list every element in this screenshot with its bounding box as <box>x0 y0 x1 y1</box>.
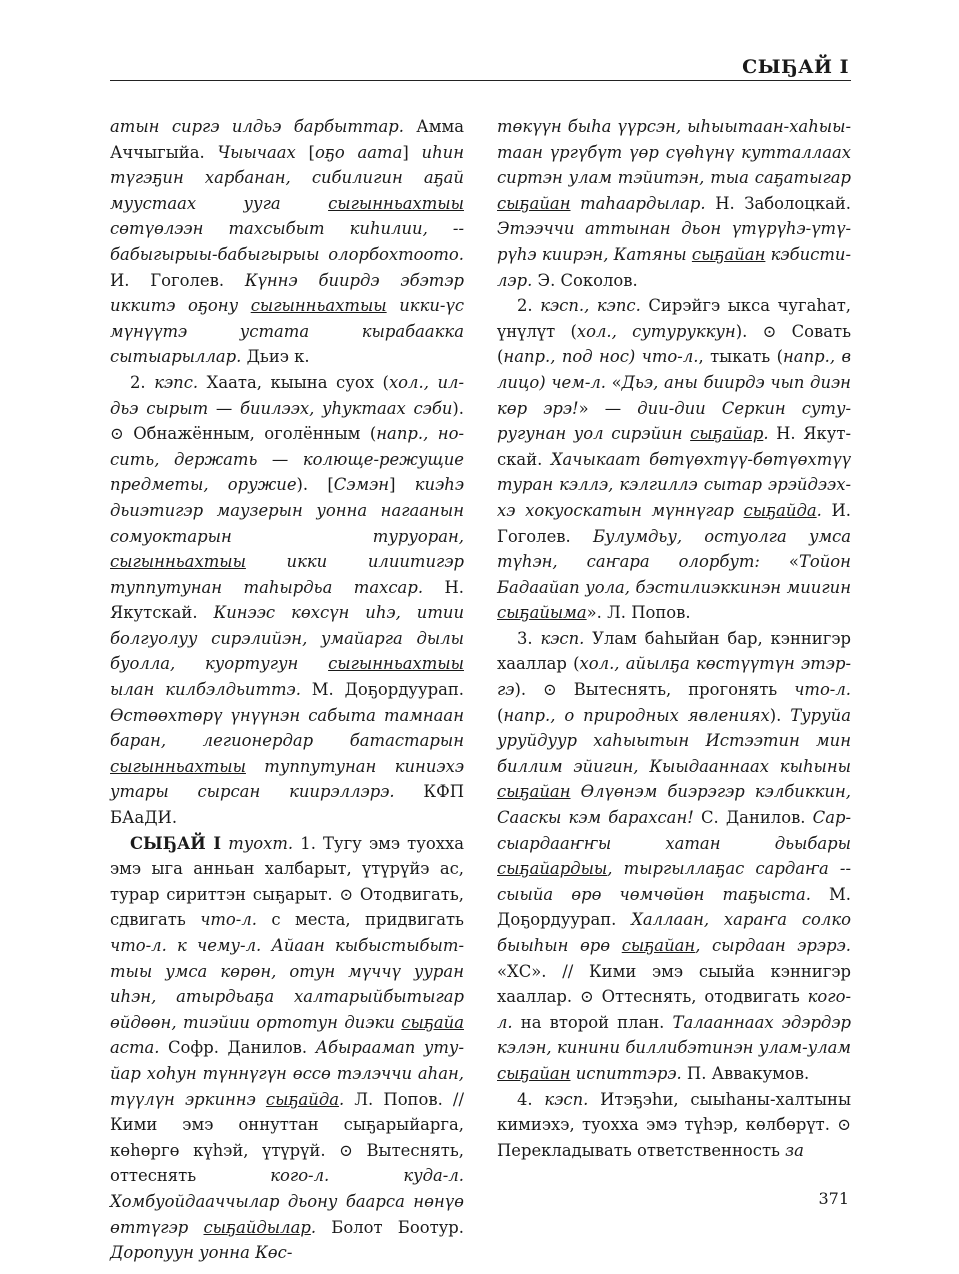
text-run: Л. Попов. <box>601 603 691 623</box>
text-run: И. Гоголев. <box>497 500 852 546</box>
dictionary-paragraph <box>110 370 464 831</box>
text-run: икки илиитигэр туппутунан таһырдьа тахсар. <box>110 552 464 597</box>
text-run: Этээччи аттынан дьон үтүрүһэ-үтүрүһэ киирэн, Катяны <box>497 219 851 264</box>
text-run: что-л. <box>200 910 257 930</box>
underlined-example-word: сыгынньахтыы <box>110 552 246 572</box>
text-run: Туруйа уруйдуур хаһыытын Истээтин мин биллим эйигин, Кыыдааннаах кыһыны <box>497 705 851 776</box>
left-column <box>110 114 464 1266</box>
text-run: Итэҕэһи, сыыһаны-халтыны кимиэхэ, туохха эмэ түһэр, көлбөрүт. ⊙ Перекладывать ответственность <box>497 1089 851 1160</box>
text-run: напр., носить, держать — колюще-режущие предметы, оружие <box>110 424 464 495</box>
text-run: туохт. <box>221 833 294 853</box>
text-run: хол., сутуруккун <box>576 321 736 341</box>
text-run: 2. <box>130 372 155 392</box>
underlined-example-word: сыгынньахтыы <box>250 296 387 316</box>
text-run: 1. Тугу эмэ туохха эмэ ыга анньан халбарыт, үтүрүйэ ас, турар сириттэн сыҕарыт. ⊙ Отодвигать, сдвигать <box>110 833 465 930</box>
text-run: , сырдаан эрэрэ. <box>695 936 851 955</box>
text-run: ылан килбэлдьиттэ. <box>110 680 301 700</box>
text-run: С. Данилов. <box>693 808 813 828</box>
text-run: [ <box>295 142 315 162</box>
dictionary-paragraph <box>110 114 464 370</box>
text-run: Доропуун уонна Көс- <box>110 1243 293 1263</box>
text-run: таһаардылар. <box>570 193 706 213</box>
text-run: напр., о природных явлениях <box>503 705 770 725</box>
text-run: . <box>310 1217 317 1237</box>
text-run: Дьэ, аны биирдэ чып диэн көр эрэ! <box>497 372 851 418</box>
text-run: напр., под нос) что-л. <box>503 347 699 367</box>
text-run: . <box>816 500 822 520</box>
text-run: Болот Боотур. <box>316 1217 464 1237</box>
text-run: Софр. Данилов. <box>159 1038 316 1058</box>
underlined-example-word: сыҕайан <box>497 193 571 213</box>
text-run: ( <box>497 705 504 725</box>
text-run: Күннэ биирдэ эбэтэр иккитэ оҕону <box>110 270 464 316</box>
text-run: дии-дии Серкин сутуругунан уол сирэйин <box>497 398 852 444</box>
text-run: атын сиргэ илдьэ барбыттар. <box>110 117 404 136</box>
text-run: кэсп., кэпс. <box>540 296 641 316</box>
text-run: Сэмэн <box>333 475 390 495</box>
text-run: Кинээс көхсүн иһэ, итии болгуолуу сирэлийэн, умайарга дылы буолла, куортугун <box>110 603 464 674</box>
underlined-example-word: сыҕайда <box>265 1089 339 1109</box>
text-run: М. Доҕордуурап. <box>300 680 464 700</box>
text-run: за <box>785 1140 804 1160</box>
text-run: 3. <box>517 628 541 648</box>
header-rule <box>110 80 851 81</box>
text-run: Сирэйгэ ыкса чугаһат, үнүлүт ( <box>497 296 851 341</box>
text-run: И. Гоголев. <box>110 270 245 290</box>
dictionary-paragraph <box>497 626 851 1087</box>
text-run: ] <box>402 142 422 162</box>
dictionary-paragraph <box>497 114 851 293</box>
text-run: хол., илдьэ сырыт — биилээх, уһуктаах сэби <box>110 372 464 418</box>
text-run: Чыычаах <box>217 142 296 162</box>
underlined-example-word: сыҕайа <box>401 1012 464 1032</box>
text-run: оҕо аата <box>314 142 403 162</box>
text-run: , тыкать ( <box>698 347 784 367</box>
text-run: Улам баһыйан бар, кэннигэр хааллар ( <box>497 628 851 674</box>
text-run: . <box>763 424 769 444</box>
text-run: ). <box>769 705 791 725</box>
text-run: икки-үс мүнүүтэ устата кырабаакка сытыарыллар. <box>110 296 464 367</box>
text-run: Сарсыардааҥҥы хатан дьыбары <box>497 808 852 853</box>
text-run: Н. Якутскай. <box>110 577 465 623</box>
text-run: кого-л. <box>497 987 851 1032</box>
text-run: кэпс. <box>154 372 199 392</box>
text-run: Амма Аччыгыйа. <box>110 117 464 162</box>
text-run: Өстөөхтөрү үнүүнэн сабыта тамнаан баран, легионердар батастарын <box>110 705 464 751</box>
text-run: П. Аввакумов. <box>681 1063 810 1083</box>
text-run: что-л. к чему-л. Айаан кыбыстыбыттыы умса көрөн, отун мүччү ууран иһэн, атырдьаҕа халтарыйбытыгар өйдөөн, тиэйии ортотун диэки <box>110 936 464 1032</box>
text-run: с места, придвигать <box>256 910 464 930</box>
underlined-example-word: сыгынньахтыы <box>328 654 464 674</box>
text-run: «ХС». // Кими эмэ сыыйа кэннигэр хааллар. ⊙ Оттеснять, отодвигать <box>497 961 851 1007</box>
text-run: кэсп. <box>544 1089 589 1109</box>
text-run: ). ⊙ Вытеснять, прогонять <box>514 680 795 700</box>
underlined-example-word: сыгынньахтыы <box>110 756 246 776</box>
text-run: сөтүөлээн тахсыбыт киһилии, -- бабыгырыы-бабыгырыы олорбохтоото. <box>110 219 464 264</box>
text-run: » — <box>578 398 638 418</box>
text-run: 2. <box>517 296 541 316</box>
underlined-example-word: сыҕайан <box>691 244 766 264</box>
text-run: Л. Попов. // Кими эмэ оннуттан сыҕарыйарга, көһөргө күһэй, үтүрүй. ⊙ Вытеснять, оттеснять <box>110 1089 464 1186</box>
running-head: СЫҔАЙ I <box>742 56 849 78</box>
text-run: Абыраамап утуйар хоһун түннүгүн өссө тэлэччи аһан, түүлүн эркиннэ <box>110 1038 464 1109</box>
underlined-example-word: сыҕайан <box>497 1063 571 1083</box>
text-run: Э. Соколов. <box>532 270 638 290</box>
underlined-example-word: сыҕайыма <box>497 603 587 623</box>
text-run: на второй план. <box>512 1012 673 1032</box>
dictionary-paragraph <box>110 831 464 1266</box>
text-run: Халлаан, хараҥа солко быыһын өрө <box>497 910 851 955</box>
text-run: ). ⊙ Совать ( <box>497 321 851 367</box>
underlined-example-word: сыҕайдылар <box>203 1217 311 1237</box>
text-run: 4. <box>517 1089 545 1109</box>
text-run: ». <box>586 603 602 623</box>
text-run: КФП БАаДИ. <box>110 782 464 828</box>
text-run: ] <box>389 475 415 495</box>
text-run: Н. Якутскай. <box>497 424 851 469</box>
text-run: Талааннаах эдэрдэр кэлэн, кинини биллибэтинэн улам-улам <box>497 1012 851 1058</box>
text-run: М. Доҕордуурап. <box>497 884 851 930</box>
text-run: киэһэ дьиэтигэр маузерын уонна нагаанын сомуоктарын туруоран, <box>110 475 464 546</box>
underlined-example-word: сыҕайан <box>497 782 571 802</box>
dictionary-paragraph <box>497 293 851 626</box>
text-run: Тойон Бадаайап уола, бэстилиэккинэн миигин <box>497 552 851 597</box>
text-run: кэбистилэр. <box>497 244 851 290</box>
text-run: ). [ <box>296 475 334 495</box>
underlined-example-word: сыгынньахтыы <box>328 193 464 213</box>
text-run: . <box>339 1089 345 1109</box>
underlined-example-word: сыҕайан <box>621 936 696 955</box>
text-run: Булумдьу, остуолга умса түһэн, саҥара олорбут: <box>497 526 852 572</box>
text-run: кого-л. куда-л. Хомбуойдааччылар дьону баарса нөнүө өттүгэр <box>110 1166 464 1237</box>
text-run: напр., в лицо) чем-л. <box>497 347 851 392</box>
text-run: испиттэрэ. <box>570 1063 682 1083</box>
text-run: Дьиэ к. <box>241 347 310 367</box>
text-run: что-л. <box>794 680 851 700</box>
dictionary-paragraph <box>497 1087 851 1164</box>
underlined-example-word: сыҕайардыы <box>497 859 608 879</box>
text-run: « <box>759 552 799 572</box>
text-run: « <box>606 372 622 392</box>
text-run: туппутунан киниэхэ утары сырсан киирэллэрэ. <box>110 756 464 802</box>
page-number: 371 <box>818 1189 849 1208</box>
text-run: хол., айылҕа көстүүтүн этэргэ <box>497 654 851 700</box>
text-run: Н. Заболоцкай. <box>705 193 851 213</box>
text-run: ). ⊙ Обнажённым, оголённым ( <box>110 398 464 444</box>
headword: СЫҔАЙ I <box>130 833 222 853</box>
text-run: иһин түгэҕин харбанан, сибилигин аҕай муустаах ууга <box>110 142 464 213</box>
text-run: төкүүн быһа үүрсэн, ыһыытаан-хаһыытаан үргүбүт үөр сүөһүнү кутталлаах сиртэн улам тэйитэн, тыа саҕатыгар <box>497 117 851 188</box>
text-run: , тыргыллаҕас сардаҥа -- сыыйа өрө чөмчөйөн таҕыста. <box>497 859 851 904</box>
text-run: кэсп. <box>540 628 585 648</box>
text-run: Хаата, кыына суох ( <box>198 372 389 392</box>
text-run: Өлүөнэм биэрэгэр кэлбиккин, Сааскы кэм барахсан! <box>497 782 851 828</box>
text-run: аста. <box>110 1038 160 1058</box>
underlined-example-word: сыҕайда <box>743 500 817 520</box>
right-column <box>497 114 851 1163</box>
text-run: Хачыкаат бөтүөхтүү-бөтүөхтүү туран кэллэ, кэлгиллэ сытар эрэйдээххэ хокуоскатын мүннүгар <box>497 449 851 520</box>
underlined-example-word: сыҕайар <box>690 424 764 444</box>
